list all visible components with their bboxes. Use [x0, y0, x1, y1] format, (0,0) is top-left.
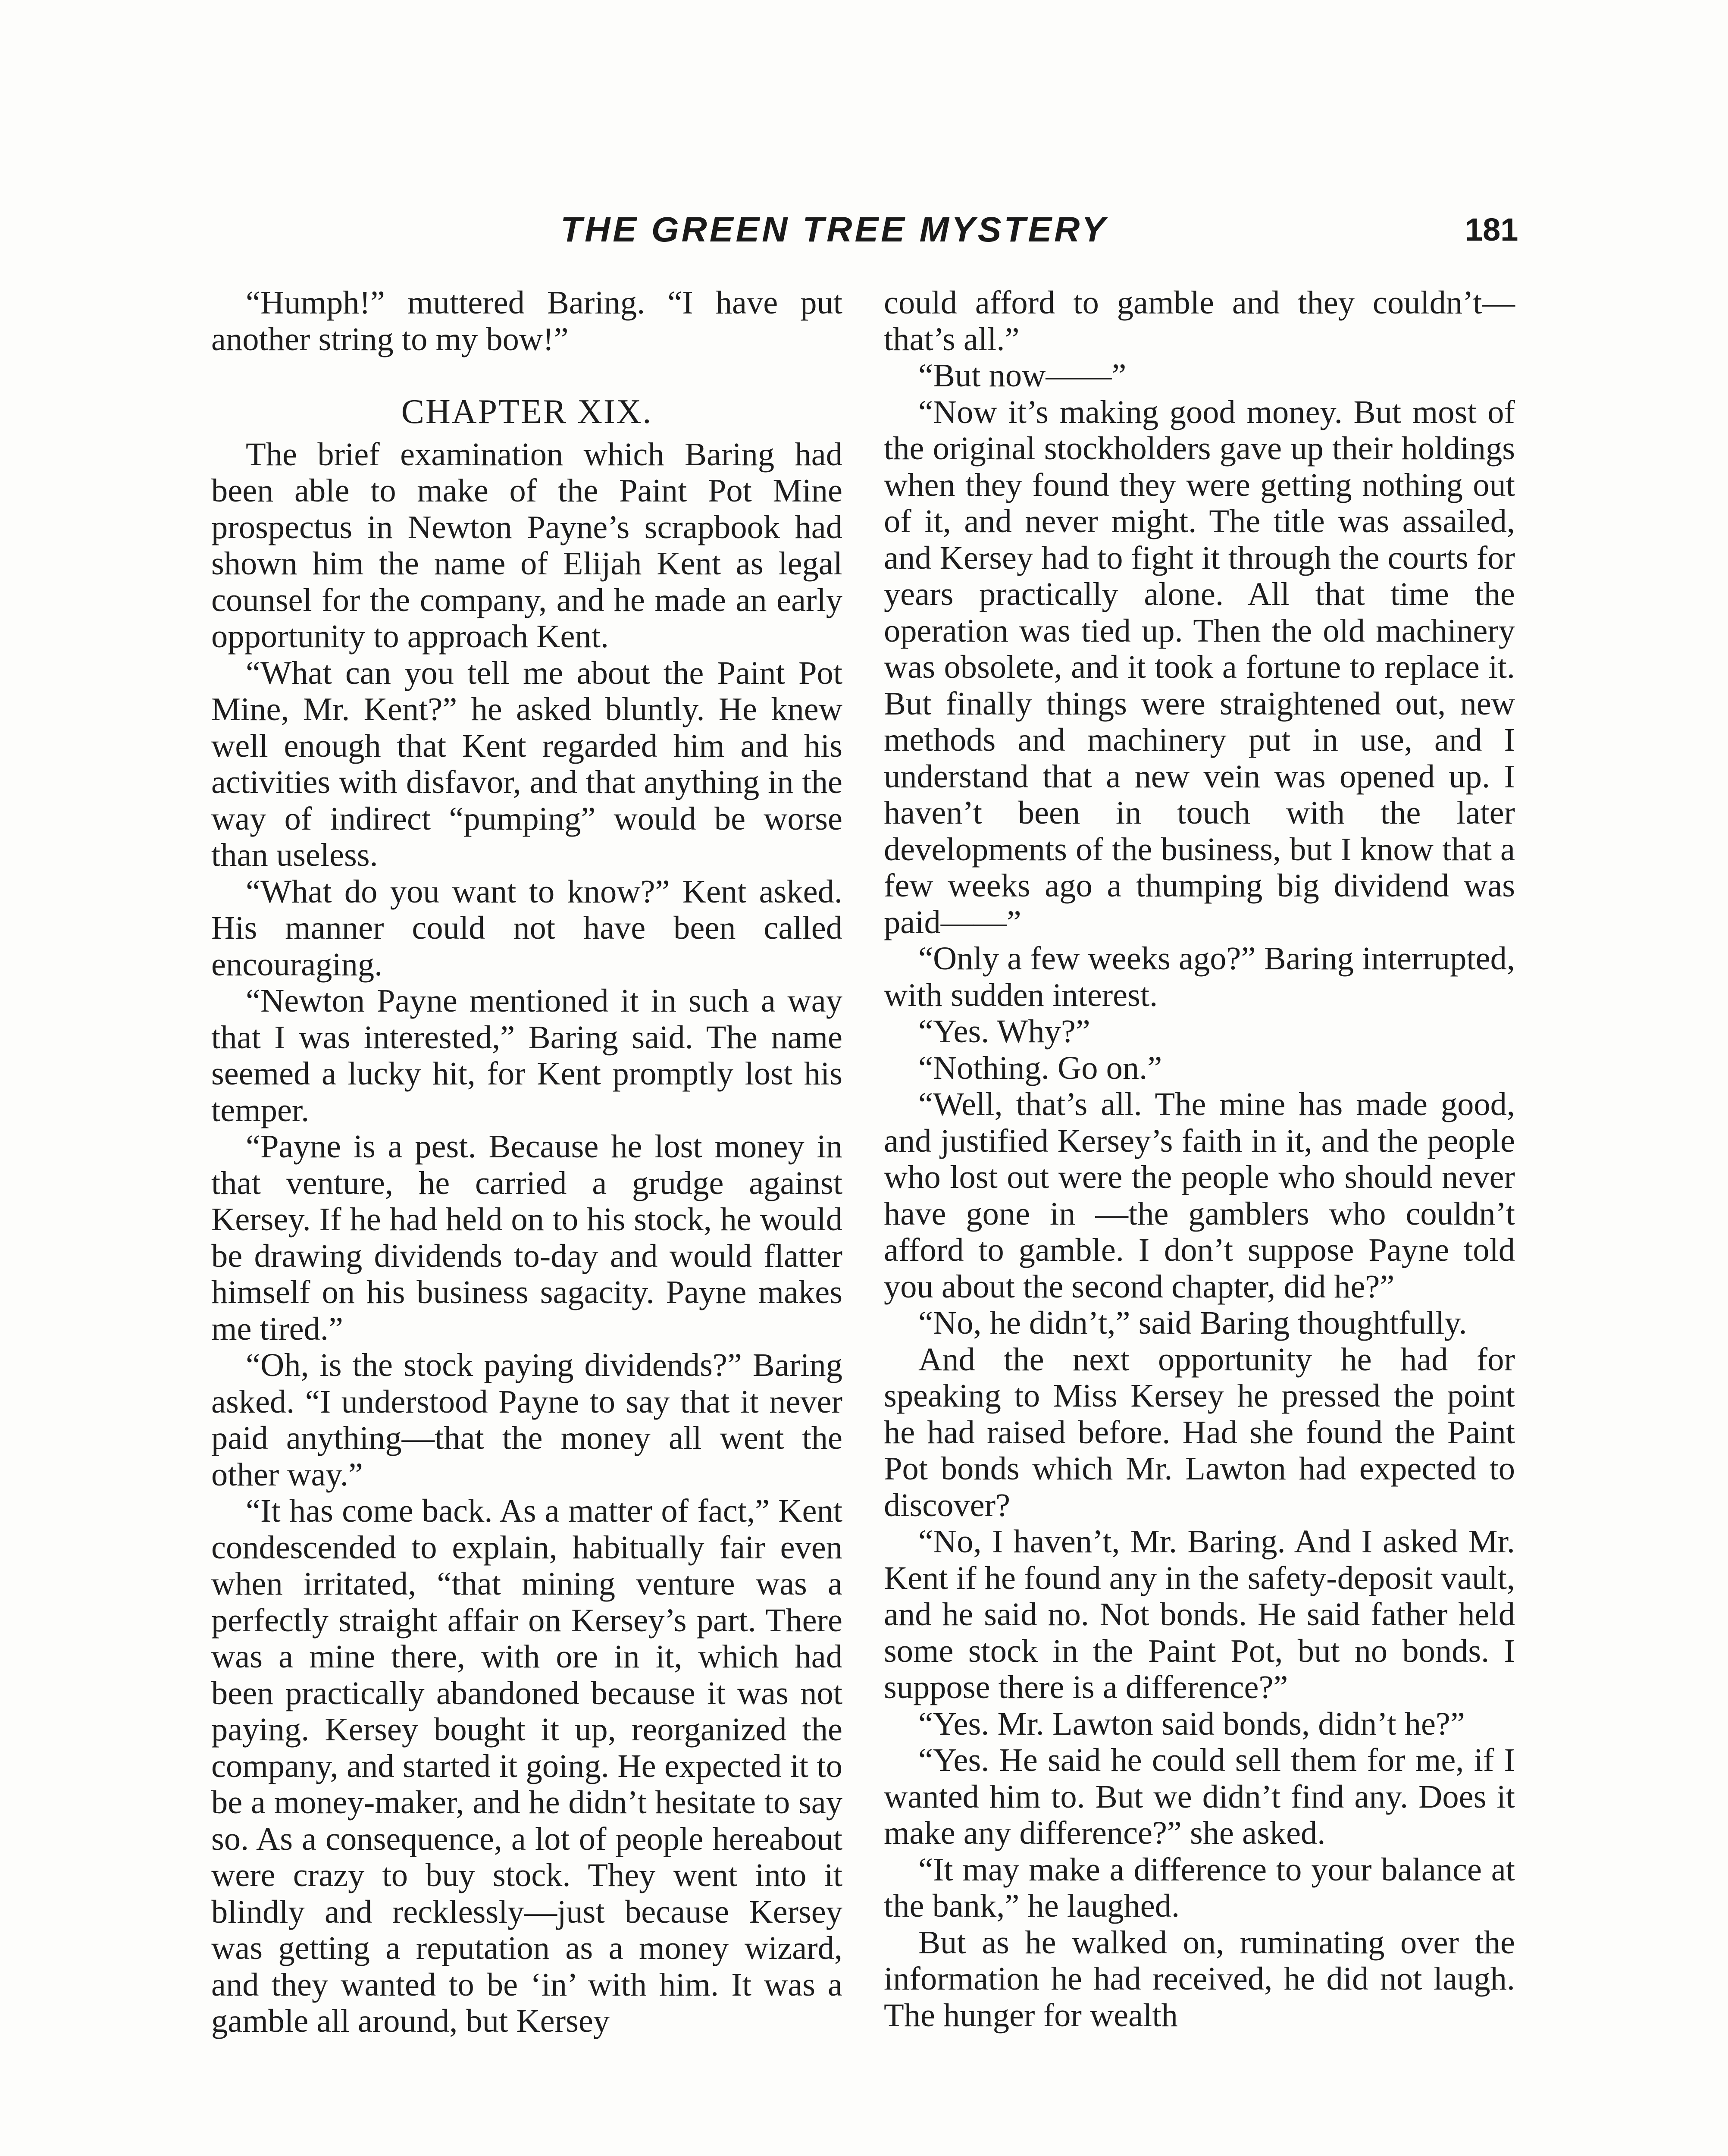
right-column [884, 285, 1515, 2034]
paragraph: “Payne is a pest. Because he lost money in that venture, he carried a grudge against Kersey. If he had held on to his stock, he would be drawing dividends to-day and would flatter himself on his business sagacity. Payne makes me tired.” [211, 1128, 842, 1347]
paragraph: “Yes. Mr. Lawton said bonds, didn’t he?” [918, 1705, 1465, 1742]
paragraph: “But now——” [918, 357, 1127, 394]
continued-paragraph: could afford to gamble and they couldn’t—that’s all.” [884, 284, 1515, 357]
left-column [211, 285, 842, 2040]
running-title: THE GREEN TREE MYSTERY [560, 210, 1108, 249]
paragraph: “Yes. He said he could sell them for me, if I wanted him to. But we didn’t find any. Does it make any difference?” she asked. [884, 1742, 1515, 1851]
paragraph: “Only a few weeks ago?” Baring interrupted, with sudden interest. [884, 940, 1515, 1013]
paragraph: “Yes. Why?” [918, 1013, 1090, 1050]
paragraph: But as he walked on, ruminating over the information he had received, he did not laugh. The hunger for wealth [884, 1924, 1515, 2034]
page-number: 181 [1465, 212, 1518, 248]
paragraph: “Well, that’s all. The mine has made good, and justified Kersey’s faith in it, and the people who lost out were the people who should never have gone in —the gamblers who couldn’t afford to gamble. I don’t suppose Payne told you about the second chapter, did he?” [884, 1086, 1515, 1305]
chapter-heading: CHAPTER XIX. [401, 393, 653, 431]
opening-paragraph: “Humph!” muttered Baring. “I have put another string to my bow!” [211, 284, 842, 357]
paragraph: “Now it’s making good money. But most of the original stockholders gave up their holdings when they found they were getting nothing out of it, and never might. The title was assailed, and Kersey had to fight it through the courts for years practically alone. All that time the operation was tied up. Then the old machinery was obsolete, and it took a fortune to replace it. But finally things were straightened out, new methods and machinery put in use, and I understand that a new vein was opened up. I haven’t been in touch with the later developments of the business, but I know that a few weeks ago a thumping big dividend was paid——” [884, 393, 1515, 940]
paragraph: “It has come back. As a matter of fact,” Kent condescended to explain, habitually fair even when irritated, “that mining venture was a perfectly straight affair on Kersey’s part. There was a mine there, with ore in it, which had been practically abandoned because it was not paying. Kersey bought it up, reorganized the company, and started it going. He expected it to be a money-maker, and he didn’t hesitate to say so. As a consequence, a lot of people hereabout were crazy to buy stock. They went into it blindly and recklessly—just because Kersey was getting a reputation as a money wizard, and they wanted to be ‘in’ with him. It was a gamble all around, but Kersey [211, 1492, 842, 2039]
paragraph: The brief examination which Baring had been able to make of the Paint Pot Mine prospectus in Newton Payne’s scrapbook had shown him the name of Elijah Kent as legal counsel for the company, and he made an early opportunity to approach Kent. [211, 436, 842, 655]
paragraph: “No, I haven’t, Mr. Baring. And I asked Mr. Kent if he found any in the safety-deposit vault, and he said no. Not bonds. He said father held some stock in the Paint Pot, but no bonds. I suppose there is a difference?” [884, 1523, 1515, 1705]
paragraph: “Oh, is the stock paying dividends?” Baring asked. “I understood Payne to say that it never paid anything—that the money all went the other way.” [211, 1347, 842, 1493]
paragraph: “What can you tell me about the Paint Pot Mine, Mr. Kent?” he asked bluntly. He knew well enough that Kent regarded him and his activities with disfavor, and that anything in the way of indirect “pumping” would be worse than useless. [211, 654, 842, 873]
paragraph: “No, he didn’t,” said Baring thoughtfully. [918, 1304, 1467, 1341]
running-header [0, 210, 1728, 257]
paragraph: And the next opportunity he had for speaking to Miss Kersey he pressed the point he had raised before. Had she found the Paint Pot bonds which Mr. Lawton had expected to discover? [884, 1341, 1515, 1523]
paragraph: “Nothing. Go on.” [918, 1049, 1162, 1086]
paragraph: “It may make a difference to your balance at the bank,” he laughed. [884, 1851, 1515, 1924]
paragraph: “Newton Payne mentioned it in such a way that I was interested,” Baring said. The name seemed a lucky hit, for Kent promptly lost his temper. [211, 982, 842, 1128]
paragraph: “What do you want to know?” Kent asked. His manner could not have been called encouraging. [211, 873, 842, 983]
